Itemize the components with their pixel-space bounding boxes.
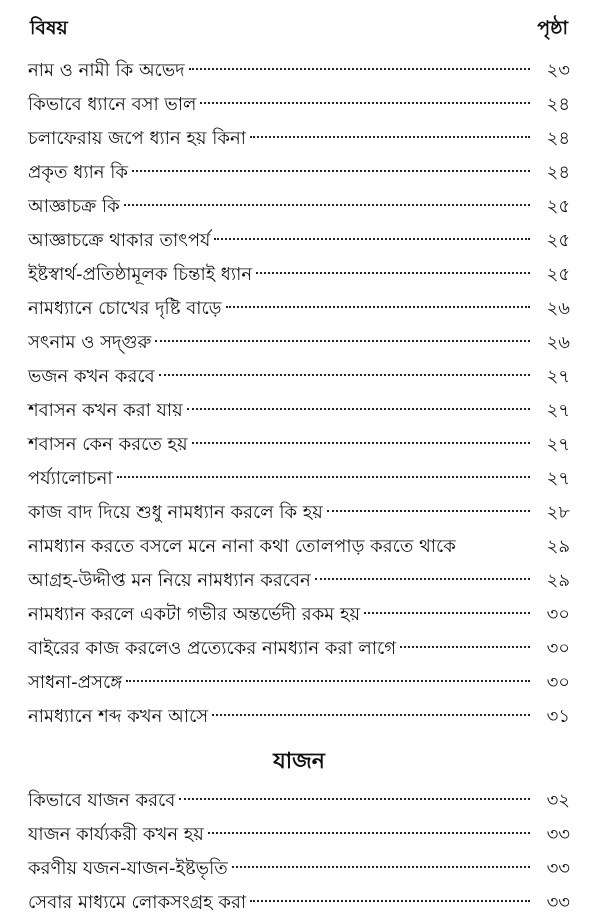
- list-item: [28, 360, 570, 394]
- section-list: [28, 784, 570, 920]
- list-item: [28, 598, 570, 632]
- entry-title: প্রকৃত ধ্যান কি: [28, 162, 128, 183]
- list-item: [28, 394, 570, 428]
- entry-title: সৎনাম ও সদ্গুরু: [28, 332, 152, 353]
- contents-list: [28, 54, 570, 734]
- entry-title: আগ্রহ-উদ্দীপ্ত মন নিয়ে নামধ্যান করবেন: [28, 570, 311, 591]
- entry-title: নামধ্যানে শব্দ কখন আসে: [28, 706, 209, 727]
- dot-leader: [155, 340, 530, 342]
- dot-leader: [126, 680, 530, 682]
- entry-page: ২৪: [546, 128, 570, 149]
- entry-title: চলাফেরায় জপে ধ্যান হয় কিনা: [28, 128, 246, 149]
- dot-leader: [256, 272, 530, 274]
- list-item: [28, 852, 570, 886]
- entry-title: কিভাবে ধ্যানে বসা ভাল: [28, 94, 197, 115]
- entry-page: ৩৩: [546, 858, 570, 879]
- list-item: [28, 54, 570, 88]
- dot-leader: [192, 442, 530, 444]
- dot-leader: [250, 136, 530, 138]
- dot-leader: [208, 832, 530, 834]
- dot-leader: [400, 646, 530, 648]
- entry-title: সাধনা-প্রসঙ্গে: [28, 672, 123, 693]
- list-item: [28, 156, 570, 190]
- entry-page: ২৪: [546, 162, 570, 183]
- entry-page: ২৪: [546, 94, 570, 115]
- list-item: [28, 784, 570, 818]
- entry-page: ৩০: [546, 638, 570, 659]
- entry-title: ইষ্টস্বার্থ-প্রতিষ্ঠামূলক চিন্তাই ধ্যান: [28, 264, 253, 285]
- dot-leader: [189, 68, 530, 70]
- page-column-label: পৃষ্ঠা: [537, 17, 568, 39]
- entry-page: ২৫: [546, 264, 570, 285]
- list-item: [28, 122, 570, 156]
- entry-page: ২৭: [546, 468, 570, 489]
- list-item: [28, 886, 570, 920]
- subject-column-label: বিষয়: [30, 17, 68, 39]
- list-item: [28, 258, 570, 292]
- list-item: [28, 496, 570, 530]
- entry-title: সেবার মাধ্যমে লোকসংগ্রহ করা: [28, 892, 247, 913]
- entry-title: কিভাবে যাজন করবে: [28, 790, 176, 811]
- entry-page: ৩০: [546, 604, 570, 625]
- dot-leader: [132, 170, 530, 172]
- dot-leader: [159, 374, 530, 376]
- list-item: [28, 224, 570, 258]
- entry-title: কাজ বাদ দিয়ে শুধু নামধ্যান করলে কি হয়: [28, 502, 323, 523]
- entry-title: ভজন কখন করবে: [28, 366, 155, 387]
- entry-title: নামধ্যানে চোখের দৃষ্টি বাড়ে: [28, 298, 222, 319]
- list-item: [28, 632, 570, 666]
- dot-leader: [250, 900, 530, 902]
- entry-title: শবাসন কখন করা যায়: [28, 400, 183, 421]
- entry-page: ২৭: [546, 366, 570, 387]
- entry-title: পর্য্যালোচনা: [28, 468, 113, 489]
- entry-title: নাম ও নামী কি অভেদ: [28, 60, 185, 81]
- dot-leader: [187, 408, 530, 410]
- entry-page: ২৭: [546, 400, 570, 421]
- entry-page: ২৬: [546, 332, 570, 353]
- dot-leader: [315, 578, 530, 580]
- entry-title: বাইরের কাজ করলেও প্রত্যেকের নামধ্যান করা লাগে: [28, 638, 396, 659]
- entry-title: নামধ্যান করতে বসলে মনে নানা কথা তোলপাড় করতে থাকে: [28, 536, 456, 557]
- entry-page: ২৬: [546, 298, 570, 319]
- list-item: [28, 428, 570, 462]
- entry-page: ২৩: [546, 60, 570, 81]
- entry-page: ৩০: [546, 672, 570, 693]
- dot-leader: [179, 798, 530, 800]
- list-item: [28, 462, 570, 496]
- dot-leader: [212, 714, 530, 716]
- dot-leader: [364, 612, 530, 614]
- entry-page: ২৫: [546, 230, 570, 251]
- entry-title: আজ্ঞাচক্রে থাকার তাৎপর্য: [28, 230, 211, 251]
- list-item: [28, 700, 570, 734]
- list-item: [28, 292, 570, 326]
- entry-title: নামধ্যান করলে একটা গভীর অন্তর্ভেদী রকম হয়: [28, 604, 361, 625]
- entry-page: ২৫: [546, 196, 570, 217]
- section-heading: যাজন: [273, 749, 325, 774]
- dot-leader: [117, 476, 530, 478]
- list-item: [28, 564, 570, 598]
- dot-leader: [226, 306, 530, 308]
- list-item: [28, 818, 570, 852]
- entry-page: ৩৩: [546, 824, 570, 845]
- entry-page: ২৯: [546, 570, 570, 591]
- list-item: [28, 530, 570, 564]
- entry-page: ৩১: [546, 706, 570, 727]
- dot-leader: [327, 510, 530, 512]
- entry-title: যাজন কার্য্যকরী কখন হয়: [28, 824, 204, 845]
- entry-title: করণীয় যজন-যাজন-ইষ্টভৃতি: [28, 858, 228, 879]
- dot-leader: [200, 102, 530, 104]
- dot-leader: [124, 204, 530, 206]
- list-item: [28, 88, 570, 122]
- entry-page: ৩২: [546, 790, 570, 811]
- list-item: [28, 190, 570, 224]
- dot-leader: [232, 866, 530, 868]
- list-item: [28, 326, 570, 360]
- entry-title: আজ্ঞাচক্র কি: [28, 196, 120, 217]
- entry-page: ২৯: [546, 536, 570, 557]
- entry-page: ২৮: [546, 502, 570, 523]
- entry-title: শবাসন কেন করতে হয়: [28, 434, 188, 455]
- entry-page: ২৭: [546, 434, 570, 455]
- dot-leader: [214, 238, 530, 240]
- entry-page: ৩৩: [546, 892, 570, 913]
- contents-header: [28, 0, 570, 46]
- list-item: [28, 666, 570, 700]
